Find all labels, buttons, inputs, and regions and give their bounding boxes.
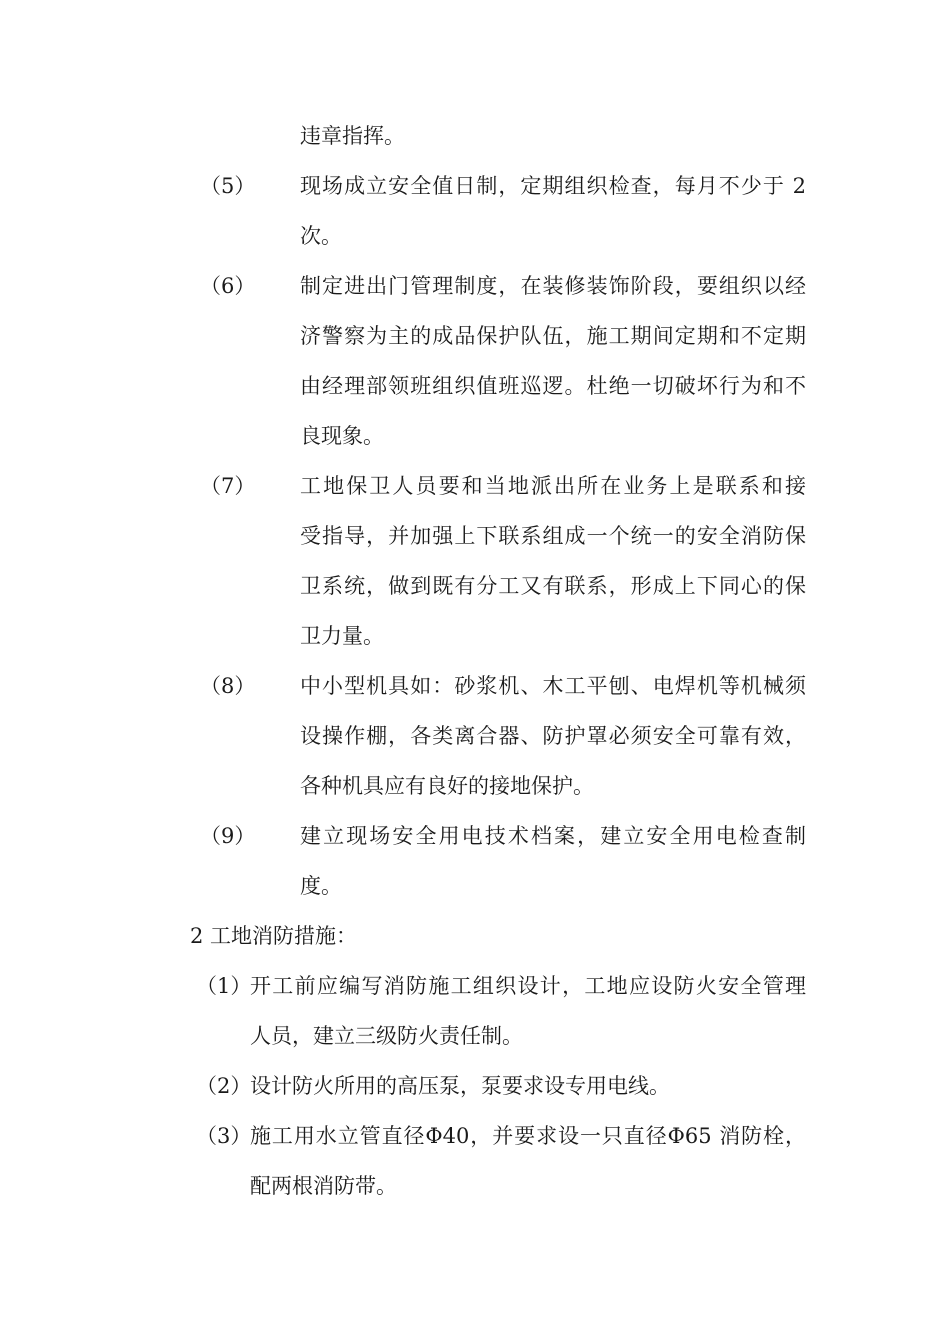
- paragraph-line: 卫系统，做到既有分工又有联系，形成上下同心的保: [300, 574, 806, 598]
- item-number: （2）: [196, 1074, 252, 1098]
- paragraph-line: 施工用水立管直径Φ40，并要求设一只直径Φ65 消防栓，: [250, 1124, 806, 1148]
- paragraph-line: 设计防火所用的高压泵，泵要求设专用电线。: [250, 1074, 670, 1098]
- paragraph-line: 中小型机具如：砂浆机、木工平刨、电焊机等机械须: [300, 674, 806, 698]
- paragraph-line: 人员，建立三级防火责任制。: [250, 1024, 523, 1048]
- paragraph-line: 度。: [300, 874, 342, 898]
- paragraph-line: 受指导，并加强上下联系组成一个统一的安全消防保: [300, 524, 806, 548]
- paragraph-line: 良现象。: [300, 424, 384, 448]
- paragraph-line: 工地保卫人员要和当地派出所在业务上是联系和接: [300, 474, 806, 498]
- item-number: （9）: [200, 824, 256, 848]
- item-number: （5）: [200, 174, 256, 198]
- paragraph-line: 现场成立安全值日制，定期组织检查，每月不少于 2: [300, 174, 806, 198]
- item-number: （8）: [200, 674, 256, 698]
- paragraph-line: 设操作棚，各类离合器、防护罩必须安全可靠有效，: [300, 724, 806, 748]
- paragraph-line: 违章指挥。: [300, 124, 405, 148]
- paragraph-line: 卫力量。: [300, 624, 384, 648]
- paragraph-line: 各种机具应有良好的接地保护。: [300, 774, 594, 798]
- paragraph-line: 开工前应编写消防施工组织设计，工地应设防火安全管理: [250, 974, 806, 998]
- item-number: （7）: [200, 474, 256, 498]
- paragraph-line: 由经理部领班组织值班巡逻。杜绝一切破坏行为和不: [300, 374, 806, 398]
- section-heading: 2 工地消防措施：: [190, 924, 358, 948]
- paragraph-line: 济警察为主的成品保护队伍，施工期间定期和不定期: [300, 324, 806, 348]
- item-number: （6）: [200, 274, 256, 298]
- item-number: （1）: [196, 974, 252, 998]
- paragraph-line: 制定进出门管理制度，在装修装饰阶段，要组织以经: [300, 274, 806, 298]
- item-number: （3）: [196, 1124, 252, 1148]
- paragraph-line: 次。: [300, 224, 342, 248]
- paragraph-line: 配两根消防带。: [250, 1174, 397, 1198]
- paragraph-line: 建立现场安全用电技术档案，建立安全用电检查制: [300, 824, 806, 848]
